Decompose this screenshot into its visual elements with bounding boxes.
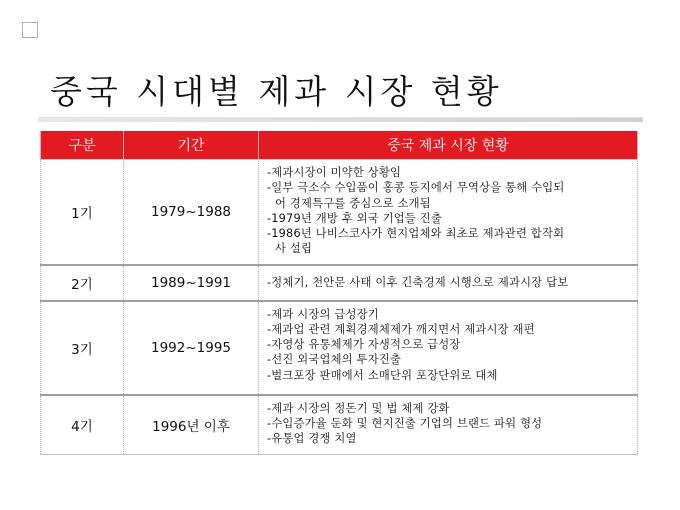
- title-divider: [38, 117, 643, 122]
- table-row: [41, 301, 638, 395]
- status-cell: [259, 265, 638, 301]
- status-line: -유통업 경쟁 치열: [267, 432, 357, 446]
- table-row: [41, 160, 638, 265]
- corner-square-decoration: [22, 22, 38, 38]
- status-line: -정체기, 천안문 사태 이후 긴축경제 시행으로 제과시장 답보: [267, 275, 569, 289]
- header-period: 기간: [124, 131, 259, 160]
- status-cell: [259, 160, 638, 265]
- status-line: 어 경제특구를 중심으로 소개됨: [275, 196, 431, 210]
- status-line: -1979년 개방 후 외국 기업들 진출: [267, 211, 443, 225]
- table-row: [41, 395, 638, 455]
- period-cell: 3기: [41, 301, 124, 395]
- status-line: -자영상 유통체제가 자생적으로 급성장: [267, 338, 461, 352]
- status-cell: [259, 301, 638, 395]
- status-cell: [259, 395, 638, 455]
- status-line: 사 설립: [275, 242, 313, 256]
- status-line: -제과 시장의 정돈기 및 법 체제 강화: [267, 401, 450, 415]
- range-cell: 1979~1988: [124, 160, 259, 265]
- status-line: -선진 외국업체의 투자진출: [267, 353, 402, 367]
- status-line: -제과업 관련 계획경제체제가 깨지면서 제과시장 재편: [267, 322, 535, 336]
- period-cell: 1기: [41, 160, 124, 265]
- range-cell: 1996년 이후: [124, 395, 259, 455]
- table-row: [41, 265, 638, 301]
- status-line: -일부 극소수 수입품이 홍콩 등지에서 무역상을 통해 수입되: [267, 181, 565, 195]
- header-market-status: 중국 제과 시장 현황: [259, 131, 638, 160]
- status-line: -제과 시장의 급성장기: [267, 307, 379, 321]
- status-line: -벌크포장 판매에서 소매단위 포장단위로 대체: [267, 368, 498, 382]
- status-line: -수입증가율 둔화 및 현지진출 기업의 브랜드 파워 형성: [267, 416, 543, 430]
- table-header-row: [41, 131, 638, 160]
- period-cell: 4기: [41, 395, 124, 455]
- status-line: -제과시장이 미약한 상황임: [267, 166, 402, 179]
- market-status-table: [40, 131, 638, 455]
- slide-title: 중국 시대별 제과 시장 현황: [50, 72, 503, 111]
- period-cell: 2기: [41, 265, 124, 301]
- status-line: -1986년 나비스코사가 현지업체와 최초로 제과관련 합작회: [267, 227, 565, 241]
- range-cell: 1989~1991: [124, 265, 259, 301]
- header-category: 구분: [41, 131, 124, 160]
- range-cell: 1992~1995: [124, 301, 259, 395]
